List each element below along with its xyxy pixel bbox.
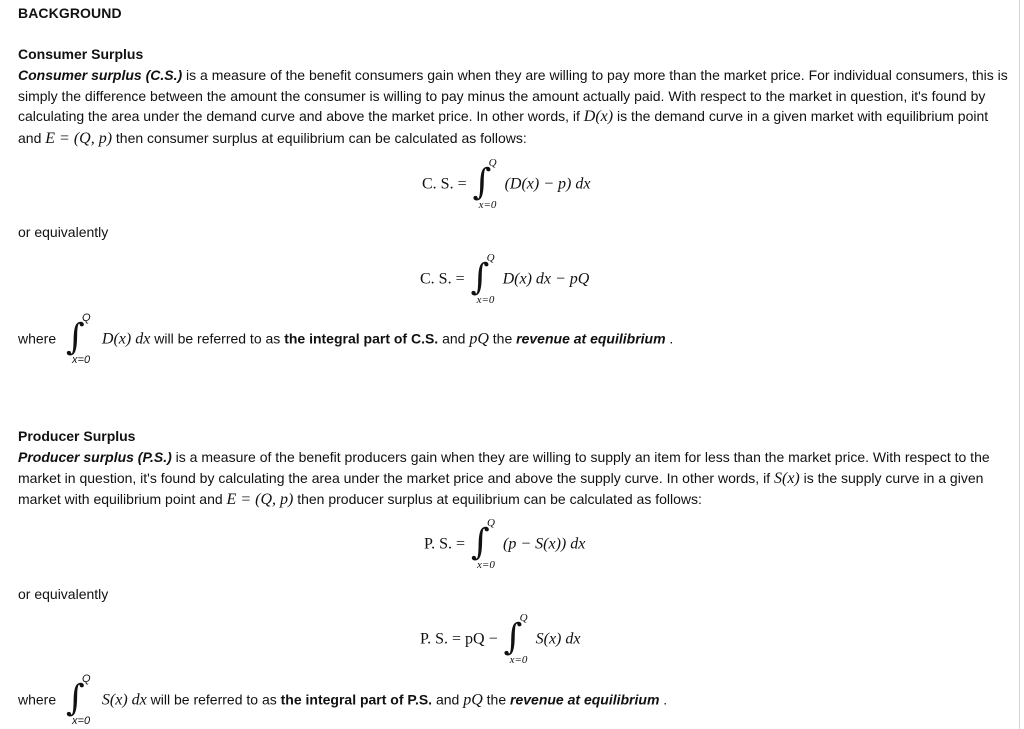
cs-or-equivalently: or equivalently: [18, 224, 109, 240]
cs-equation-1: [422, 157, 591, 211]
cs-where-line: where ∫ Q x=0 D(x) dx will be referred to as the integral part of C.S. and pQ the revenue at equilibrium .: [18, 312, 674, 366]
consumer-surplus-heading: Consumer Surplus: [18, 46, 144, 62]
integral-sign: ∫ Q x=0: [472, 157, 497, 211]
integral-sign: ∫ Q x=0: [470, 252, 495, 306]
ps-eq1-lhs: P. S. =: [424, 535, 466, 553]
integral-sign: ∫ Q x=0: [503, 612, 528, 666]
integral-sign: ∫ Q x=0: [66, 673, 91, 727]
ps-equation-2: [420, 612, 581, 666]
cs-eq2-rhs: D(x) dx − pQ: [502, 270, 590, 288]
equilibrium-symbol: E = (Q, p): [226, 491, 294, 508]
background-heading: BACKGROUND: [18, 5, 122, 21]
ps-equation-1: [424, 517, 586, 571]
ps-eq2-lhs: P. S. = pQ −: [420, 630, 498, 648]
consumer-surplus-paragraph: [18, 65, 1014, 149]
integral-sign: ∫ Q x=0: [471, 517, 495, 571]
ps-where-line: where ∫ Q x=0 S(x) dx will be referred to as the integral part of P.S. and pQ the revenue at equilibrium .: [18, 673, 668, 727]
ps-or-equivalently: or equivalently: [18, 586, 109, 602]
equilibrium-symbol: E = (Q, p): [45, 129, 113, 147]
producer-surplus-heading: Producer Surplus: [18, 428, 136, 444]
cs-eq1-rhs: (D(x) − p) dx: [504, 175, 591, 193]
producer-surplus-paragraph: [18, 447, 1014, 511]
integral-sign: ∫ Q x=0: [66, 312, 91, 366]
cs-term: Consumer surplus (C.S.): [18, 67, 183, 83]
ps-text-2: is the supply curve in a given market with equilibrium point and: [18, 469, 984, 507]
cs-text-2: is the demand curve in a given market with equilibrium point and: [18, 108, 989, 146]
ps-text-3: then producer surplus at equilibrium can be calculated as follows:: [293, 491, 702, 507]
cs-eq1-lhs: C. S. =: [422, 175, 467, 193]
ps-eq1-rhs: (p − S(x)) dx: [503, 535, 586, 553]
cs-text-1: is a measure of the benefit consumers gain when they are willing to pay more than the market price. For individual consumers, this is simply the difference between the amount the consumer is willing to pay minus the amount actually paid. With respect to the market in question, it's found by calculating the area under the demand curve and above the market price. In other words, if: [18, 67, 1008, 124]
ps-term: Producer surplus (P.S.): [18, 449, 172, 465]
cs-eq2-lhs: C. S. =: [420, 270, 465, 288]
supply-curve-symbol: S(x): [773, 469, 800, 487]
cs-equation-2: [420, 252, 590, 306]
ps-text-1: is a measure of the benefit producers gain when they are willing to supply an item for less than the market price. With respect to the market in question, it's found by calculating the area under the market price and above the supply curve. In other words, if: [18, 449, 990, 486]
ps-eq2-rhs: S(x) dx: [535, 630, 581, 648]
demand-curve-symbol: D(x): [583, 108, 614, 125]
cs-text-3: then consumer surplus at equilibrium can be calculated as follows:: [112, 129, 527, 146]
